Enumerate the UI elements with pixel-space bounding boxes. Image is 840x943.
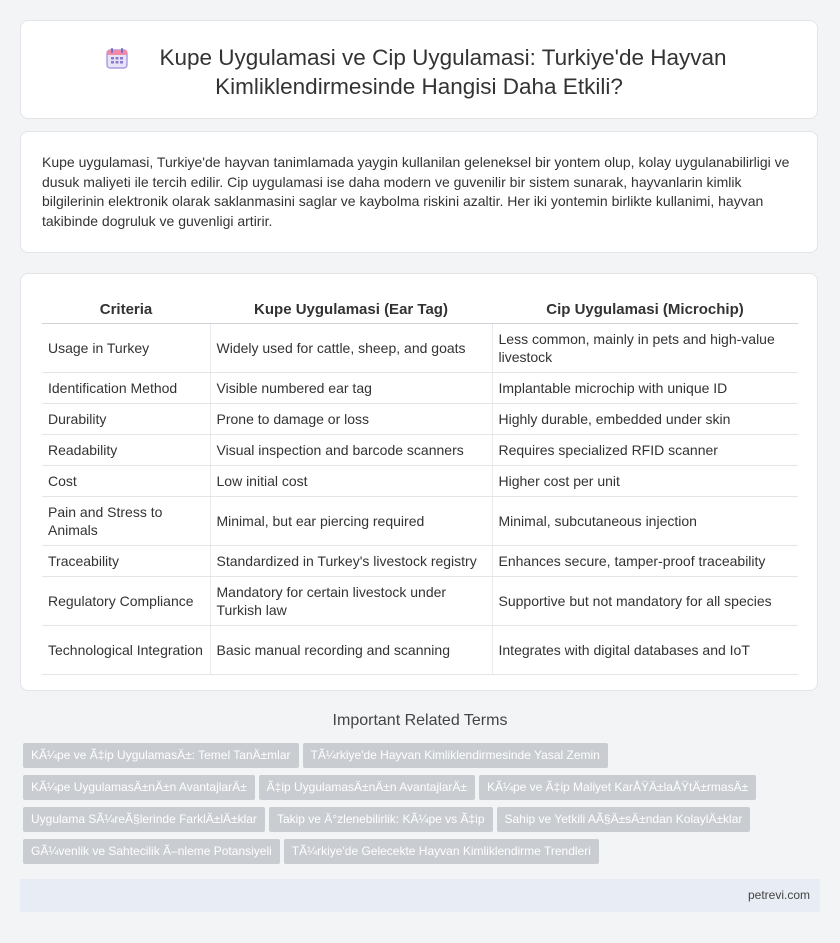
related-terms-heading: Important Related Terms (332, 712, 508, 729)
row-ear-tag: Mandatory for certain livestock under Turkish law (210, 577, 492, 626)
table-row (42, 324, 798, 373)
row-criteria: Pain and Stress to Animals (42, 497, 210, 546)
table-row (42, 373, 798, 404)
related-term-tag[interactable]: Sahip ve Yetkili AÃ§Ä±sÄ±ndan KolaylÄ±klar (497, 807, 751, 832)
row-criteria: Technological Integration (42, 626, 210, 675)
related-term-tag[interactable]: Takip ve Ä°zlenebilirlik: KÃ¼pe vs Ã‡ip (269, 807, 493, 832)
related-term-tag[interactable]: TÃ¼rkiye'de Hayvan Kimliklendirmesinde Yasal Zemin (303, 743, 608, 768)
related-terms-list (23, 743, 803, 871)
related-term-tag[interactable]: Uygulama SÃ¼reÃ§lerinde FarklÄ±lÄ±klar (23, 807, 265, 832)
row-ear-tag: Visual inspection and barcode scanners (210, 435, 492, 466)
row-microchip: Supportive but not mandatory for all species (492, 577, 798, 626)
table-row (42, 466, 798, 497)
row-microchip: Less common, mainly in pets and high-value livestock (492, 324, 798, 373)
table-row (42, 626, 798, 675)
footer (20, 879, 820, 912)
row-ear-tag: Basic manual recording and scanning (210, 626, 492, 675)
row-criteria: Traceability (42, 546, 210, 577)
table-row (42, 497, 798, 546)
row-criteria: Usage in Turkey (42, 324, 210, 373)
row-ear-tag: Low initial cost (210, 466, 492, 497)
table-row (42, 435, 798, 466)
row-criteria: Cost (42, 466, 210, 497)
row-criteria: Identification Method (42, 373, 210, 404)
page-title-line2: Kimliklendirmesinde Hangisi Daha Etkili? (215, 74, 623, 99)
row-ear-tag: Minimal, but ear piercing required (210, 497, 492, 546)
intro-paragraph: Kupe uygulamasi, Turkiye'de hayvan tanimlamada yaygin kullanilan geleneksel bir yontem olup, kolay uygulanabilirligi ve dusuk maliyeti ile tercih edilir. Cip uygulamasi ise daha modern ve guvenilir bir sistem sunarak, hayvanlarin kimlik bilgilerinin elektronik olarak saklanmasini saglar ve kaybolma riskini azaltir. Her iki yontemin birlikte kullanimi, hayvan takibinde dogruluk ve guvenligi artirir. (42, 154, 790, 229)
row-ear-tag: Visible numbered ear tag (210, 373, 492, 404)
row-criteria: Durability (42, 404, 210, 435)
related-term-tag[interactable]: KÃ¼pe UygulamasÄ±nÄ±n AvantajlarÄ± (23, 775, 255, 800)
row-microchip: Requires specialized RFID scanner (492, 435, 798, 466)
row-criteria: Regulatory Compliance (42, 577, 210, 626)
related-term-tag[interactable]: TÃ¼rkiye'de Gelecekte Hayvan Kimliklendirme Trendleri (284, 839, 599, 864)
related-term-tag[interactable]: KÃ¼pe ve Ã‡ip UygulamasÄ±: Temel TanÄ±mlar (23, 743, 299, 768)
related-term-tag[interactable]: GÃ¼venlik ve Sahtecilik Ã–nleme Potansiyeli (23, 839, 280, 864)
row-criteria: Readability (42, 435, 210, 466)
related-term-tag[interactable]: KÃ¼pe ve Ã‡ip Maliyet KarÅŸÄ±laÅŸtÄ±rmasÄ± (479, 775, 756, 800)
row-ear-tag: Prone to damage or loss (210, 404, 492, 435)
row-ear-tag: Standardized in Turkey's livestock registry (210, 546, 492, 577)
footer-site-link[interactable]: petrevi.com (747, 888, 810, 902)
page-title-line1: Kupe Uygulamasi ve Cip Uygulamasi: Turkiye'de Hayvan (159, 45, 727, 70)
header-criteria: Criteria (42, 295, 210, 324)
related-term-tag[interactable]: Ã‡ip UygulamasÄ±nÄ±n AvantajlarÄ± (259, 775, 475, 800)
row-microchip: Minimal, subcutaneous injection (492, 497, 798, 546)
header-ear-tag: Kupe Uygulamasi (Ear Tag) (210, 295, 492, 324)
table-row (42, 577, 798, 626)
table-row (42, 546, 798, 577)
row-microchip: Higher cost per unit (492, 466, 798, 497)
row-ear-tag: Widely used for cattle, sheep, and goats (210, 324, 492, 373)
row-microchip: Integrates with digital databases and IoT (492, 626, 798, 675)
row-microchip: Highly durable, embedded under skin (492, 404, 798, 435)
header-microchip: Cip Uygulamasi (Microchip) (492, 295, 798, 324)
comparison-card (20, 273, 818, 691)
table-header-row (42, 295, 798, 324)
intro-card (20, 131, 818, 253)
comparison-table (42, 295, 798, 675)
table-row (42, 404, 798, 435)
page-title (21, 43, 817, 101)
title-card (20, 20, 818, 119)
row-microchip: Implantable microchip with unique ID (492, 373, 798, 404)
row-microchip: Enhances secure, tamper-proof traceability (492, 546, 798, 577)
